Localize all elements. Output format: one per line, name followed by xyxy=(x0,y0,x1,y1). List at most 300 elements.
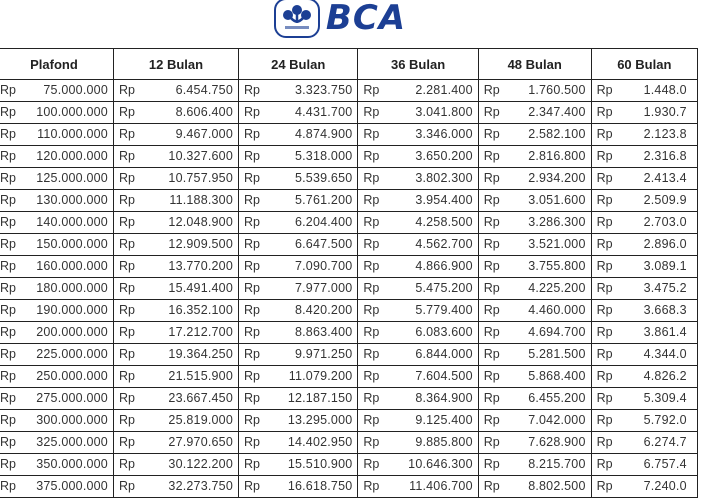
amount-value: 2.703.0 xyxy=(643,215,687,229)
currency-label: Rp xyxy=(243,435,260,449)
cell-12-bulan xyxy=(113,410,238,432)
amount-value: 8.364.900 xyxy=(415,391,473,405)
cell-60-bulan xyxy=(591,476,697,498)
currency-label: Rp xyxy=(118,259,135,273)
currency-label: Rp xyxy=(483,149,500,163)
currency-label: Rp xyxy=(243,193,260,207)
amount-value: 110.000.000 xyxy=(37,127,108,141)
amount-value: 5.792.0 xyxy=(643,413,687,427)
cell-plafond xyxy=(0,168,113,190)
cell-36-bulan xyxy=(358,388,478,410)
header-24-bulan: 24 Bulan xyxy=(238,49,357,80)
cell-60-bulan xyxy=(591,234,697,256)
cell-60-bulan xyxy=(591,102,697,124)
header-60-bulan: 60 Bulan xyxy=(591,49,697,80)
amount-value: 4.460.000 xyxy=(528,303,586,317)
cell-48-bulan xyxy=(478,432,591,454)
cell-36-bulan xyxy=(358,366,478,388)
currency-label: Rp xyxy=(363,479,380,493)
amount-value: 3.755.800 xyxy=(528,259,586,273)
amount-value: 7.628.900 xyxy=(528,435,586,449)
currency-label: Rp xyxy=(483,171,500,185)
cell-48-bulan xyxy=(478,388,591,410)
cell-24-bulan xyxy=(238,300,357,322)
amount-value: 1.930.7 xyxy=(643,105,687,119)
currency-label: Rp xyxy=(0,303,16,317)
currency-label: Rp xyxy=(0,149,16,163)
bca-logo xyxy=(274,0,406,38)
currency-label: Rp xyxy=(363,303,380,317)
table-row xyxy=(0,256,698,278)
amount-value: 325.000.000 xyxy=(36,435,108,449)
cell-24-bulan xyxy=(238,190,357,212)
currency-label: Rp xyxy=(483,281,500,295)
amount-value: 2.509.9 xyxy=(643,193,687,207)
amount-value: 5.281.500 xyxy=(528,347,586,361)
cell-12-bulan xyxy=(113,256,238,278)
cell-48-bulan xyxy=(478,256,591,278)
cell-24-bulan xyxy=(238,102,357,124)
header-48-bulan: 48 Bulan xyxy=(478,49,591,80)
amount-value: 25.819.000 xyxy=(168,413,233,427)
cell-60-bulan xyxy=(591,388,697,410)
cell-plafond xyxy=(0,432,113,454)
cell-plafond xyxy=(0,256,113,278)
cell-48-bulan xyxy=(478,102,591,124)
amount-value: 10.327.600 xyxy=(168,149,233,163)
table-row xyxy=(0,432,698,454)
currency-label: Rp xyxy=(243,237,260,251)
amount-value: 7.090.700 xyxy=(294,259,353,273)
cell-24-bulan xyxy=(238,388,357,410)
amount-value: 6.454.750 xyxy=(175,83,233,97)
currency-label: Rp xyxy=(243,83,260,97)
amount-value: 125.000.000 xyxy=(36,171,108,185)
cell-plafond xyxy=(0,410,113,432)
amount-value: 7.977.000 xyxy=(294,281,353,295)
amount-value: 12.909.500 xyxy=(168,237,233,251)
currency-label: Rp xyxy=(118,105,135,119)
header-row xyxy=(0,49,698,80)
amount-value: 2.123.8 xyxy=(643,127,687,141)
currency-label: Rp xyxy=(118,391,135,405)
cell-plafond xyxy=(0,322,113,344)
amount-value: 2.582.100 xyxy=(528,127,586,141)
cell-plafond xyxy=(0,278,113,300)
amount-value: 10.646.300 xyxy=(408,457,473,471)
cell-48-bulan xyxy=(478,454,591,476)
loan-installment-table xyxy=(0,48,698,498)
cell-12-bulan xyxy=(113,124,238,146)
currency-label: Rp xyxy=(243,457,260,471)
cell-24-bulan xyxy=(238,124,357,146)
currency-label: Rp xyxy=(118,413,135,427)
cell-60-bulan xyxy=(591,344,697,366)
amount-value: 300.000.000 xyxy=(36,413,108,427)
table-row xyxy=(0,168,698,190)
table-row xyxy=(0,344,698,366)
amount-value: 11.079.200 xyxy=(288,369,353,383)
cell-60-bulan xyxy=(591,80,697,102)
cell-48-bulan xyxy=(478,234,591,256)
cell-36-bulan xyxy=(358,454,478,476)
currency-label: Rp xyxy=(596,127,613,141)
amount-value: 3.861.4 xyxy=(643,325,687,339)
currency-label: Rp xyxy=(243,281,260,295)
cell-36-bulan xyxy=(358,168,478,190)
cell-12-bulan xyxy=(113,432,238,454)
amount-value: 180.000.000 xyxy=(36,281,108,295)
amount-value: 3.323.750 xyxy=(294,83,353,97)
amount-value: 6.083.600 xyxy=(415,325,473,339)
currency-label: Rp xyxy=(596,413,613,427)
cell-12-bulan xyxy=(113,168,238,190)
cell-36-bulan xyxy=(358,322,478,344)
cell-48-bulan xyxy=(478,322,591,344)
currency-label: Rp xyxy=(118,479,135,493)
amount-value: 6.455.200 xyxy=(528,391,586,405)
amount-value: 14.402.950 xyxy=(287,435,353,449)
amount-value: 5.868.400 xyxy=(528,369,586,383)
cell-plafond xyxy=(0,454,113,476)
currency-label: Rp xyxy=(0,281,16,295)
table-row xyxy=(0,146,698,168)
amount-value: 9.885.800 xyxy=(415,435,473,449)
amount-value: 2.816.800 xyxy=(528,149,586,163)
cell-36-bulan xyxy=(358,476,478,498)
table-row xyxy=(0,476,698,498)
currency-label: Rp xyxy=(596,259,613,273)
amount-value: 4.694.700 xyxy=(528,325,586,339)
cell-24-bulan xyxy=(238,234,357,256)
currency-label: Rp xyxy=(483,391,500,405)
currency-label: Rp xyxy=(363,83,380,97)
currency-label: Rp xyxy=(118,193,135,207)
currency-label: Rp xyxy=(363,171,380,185)
amount-value: 1.760.500 xyxy=(528,83,586,97)
currency-label: Rp xyxy=(483,237,500,251)
currency-label: Rp xyxy=(0,259,16,273)
currency-label: Rp xyxy=(0,237,16,251)
amount-value: 140.000.000 xyxy=(36,215,108,229)
amount-value: 150.000.000 xyxy=(36,237,108,251)
table-row xyxy=(0,366,698,388)
amount-value: 100.000.000 xyxy=(36,105,108,119)
cell-60-bulan xyxy=(591,212,697,234)
amount-value: 19.364.250 xyxy=(168,347,233,361)
amount-value: 5.475.200 xyxy=(415,281,473,295)
currency-label: Rp xyxy=(243,105,260,119)
cell-60-bulan xyxy=(591,168,697,190)
currency-label: Rp xyxy=(0,215,16,229)
currency-label: Rp xyxy=(0,413,16,427)
amount-value: 4.866.900 xyxy=(415,259,473,273)
amount-value: 4.225.200 xyxy=(528,281,586,295)
cell-48-bulan xyxy=(478,278,591,300)
cell-plafond xyxy=(0,146,113,168)
currency-label: Rp xyxy=(596,479,613,493)
amount-value: 4.874.900 xyxy=(294,127,353,141)
amount-value: 8.606.400 xyxy=(175,105,233,119)
cell-60-bulan xyxy=(591,410,697,432)
amount-value: 7.042.000 xyxy=(528,413,586,427)
cell-24-bulan xyxy=(238,366,357,388)
amount-value: 6.274.7 xyxy=(643,435,687,449)
currency-label: Rp xyxy=(0,83,16,97)
amount-value: 2.896.0 xyxy=(643,237,687,251)
currency-label: Rp xyxy=(363,149,380,163)
cell-36-bulan xyxy=(358,124,478,146)
amount-value: 23.667.450 xyxy=(168,391,233,405)
cell-24-bulan xyxy=(238,278,357,300)
amount-value: 3.668.3 xyxy=(643,303,687,317)
cell-36-bulan xyxy=(358,234,478,256)
amount-value: 3.521.000 xyxy=(528,237,586,251)
currency-label: Rp xyxy=(363,127,380,141)
currency-label: Rp xyxy=(118,215,135,229)
amount-value: 6.204.400 xyxy=(294,215,353,229)
currency-label: Rp xyxy=(596,105,613,119)
amount-value: 275.000.000 xyxy=(36,391,108,405)
cell-24-bulan xyxy=(238,410,357,432)
cell-60-bulan xyxy=(591,432,697,454)
currency-label: Rp xyxy=(0,325,16,339)
cell-12-bulan xyxy=(113,146,238,168)
cell-plafond xyxy=(0,124,113,146)
currency-label: Rp xyxy=(0,193,16,207)
currency-label: Rp xyxy=(243,391,260,405)
cell-36-bulan xyxy=(358,190,478,212)
currency-label: Rp xyxy=(483,457,500,471)
bca-wordmark: BCA xyxy=(325,0,407,38)
cell-36-bulan xyxy=(358,410,478,432)
cell-48-bulan xyxy=(478,124,591,146)
amount-value: 2.413.4 xyxy=(643,171,687,185)
currency-label: Rp xyxy=(363,435,380,449)
currency-label: Rp xyxy=(363,347,380,361)
amount-value: 30.122.200 xyxy=(168,457,233,471)
currency-label: Rp xyxy=(363,237,380,251)
cell-36-bulan xyxy=(358,432,478,454)
cell-36-bulan xyxy=(358,278,478,300)
cell-24-bulan xyxy=(238,256,357,278)
amount-value: 250.000.000 xyxy=(36,369,108,383)
currency-label: Rp xyxy=(0,369,16,383)
header-36-bulan: 36 Bulan xyxy=(358,49,478,80)
amount-value: 12.187.150 xyxy=(287,391,353,405)
amount-value: 17.212.700 xyxy=(168,325,233,339)
amount-value: 5.539.650 xyxy=(294,171,353,185)
cell-24-bulan xyxy=(238,146,357,168)
currency-label: Rp xyxy=(596,303,613,317)
currency-label: Rp xyxy=(363,457,380,471)
amount-value: 2.347.400 xyxy=(528,105,586,119)
amount-value: 8.802.500 xyxy=(528,479,586,493)
cell-36-bulan xyxy=(358,146,478,168)
currency-label: Rp xyxy=(0,479,16,493)
amount-value: 2.934.200 xyxy=(528,171,586,185)
amount-value: 3.954.400 xyxy=(415,193,473,207)
currency-label: Rp xyxy=(243,413,260,427)
cell-12-bulan xyxy=(113,454,238,476)
currency-label: Rp xyxy=(483,435,500,449)
currency-label: Rp xyxy=(483,413,500,427)
currency-label: Rp xyxy=(483,303,500,317)
amount-value: 4.826.2 xyxy=(643,369,687,383)
currency-label: Rp xyxy=(596,215,613,229)
amount-value: 15.491.400 xyxy=(168,281,233,295)
header-12-bulan: 12 Bulan xyxy=(113,49,238,80)
amount-value: 15.510.900 xyxy=(287,457,353,471)
amount-value: 16.352.100 xyxy=(168,303,233,317)
currency-label: Rp xyxy=(483,325,500,339)
amount-value: 9.125.400 xyxy=(415,413,473,427)
amount-value: 3.051.600 xyxy=(528,193,586,207)
cell-48-bulan xyxy=(478,344,591,366)
currency-label: Rp xyxy=(363,193,380,207)
currency-label: Rp xyxy=(596,237,613,251)
amount-value: 10.757.950 xyxy=(168,171,233,185)
table-row xyxy=(0,124,698,146)
amount-value: 5.309.4 xyxy=(643,391,687,405)
currency-label: Rp xyxy=(118,369,135,383)
amount-value: 160.000.000 xyxy=(36,259,108,273)
amount-value: 350.000.000 xyxy=(36,457,108,471)
amount-value: 2.281.400 xyxy=(415,83,473,97)
currency-label: Rp xyxy=(596,193,613,207)
cell-36-bulan xyxy=(358,212,478,234)
cell-60-bulan xyxy=(591,300,697,322)
amount-value: 5.318.000 xyxy=(294,149,353,163)
currency-label: Rp xyxy=(0,171,16,185)
amount-value: 21.515.900 xyxy=(168,369,233,383)
currency-label: Rp xyxy=(0,391,16,405)
table-row xyxy=(0,190,698,212)
cell-48-bulan xyxy=(478,190,591,212)
currency-label: Rp xyxy=(483,105,500,119)
amount-value: 4.431.700 xyxy=(294,105,353,119)
amount-value: 3.346.000 xyxy=(415,127,473,141)
amount-value: 16.618.750 xyxy=(287,479,353,493)
bca-tree-icon xyxy=(279,3,315,33)
currency-label: Rp xyxy=(363,325,380,339)
cell-48-bulan xyxy=(478,366,591,388)
logo-bar xyxy=(0,0,704,44)
currency-label: Rp xyxy=(483,259,500,273)
currency-label: Rp xyxy=(118,237,135,251)
currency-label: Rp xyxy=(363,215,380,229)
cell-12-bulan xyxy=(113,322,238,344)
amount-value: 7.604.500 xyxy=(415,369,473,383)
currency-label: Rp xyxy=(483,127,500,141)
amount-value: 2.316.8 xyxy=(643,149,687,163)
cell-plafond xyxy=(0,344,113,366)
cell-plafond xyxy=(0,80,113,102)
currency-label: Rp xyxy=(118,435,135,449)
amount-value: 4.562.700 xyxy=(415,237,473,251)
currency-label: Rp xyxy=(596,391,613,405)
table-row xyxy=(0,410,698,432)
currency-label: Rp xyxy=(363,281,380,295)
cell-plafond xyxy=(0,388,113,410)
amount-value: 5.761.200 xyxy=(294,193,353,207)
cell-12-bulan xyxy=(113,212,238,234)
amount-value: 3.650.200 xyxy=(415,149,473,163)
cell-36-bulan xyxy=(358,300,478,322)
currency-label: Rp xyxy=(243,215,260,229)
currency-label: Rp xyxy=(596,369,613,383)
cell-48-bulan xyxy=(478,80,591,102)
amount-value: 4.344.0 xyxy=(643,347,687,361)
cell-24-bulan xyxy=(238,476,357,498)
amount-value: 12.048.900 xyxy=(168,215,233,229)
currency-label: Rp xyxy=(596,435,613,449)
cell-48-bulan xyxy=(478,410,591,432)
cell-60-bulan xyxy=(591,322,697,344)
currency-label: Rp xyxy=(0,457,16,471)
amount-value: 11.406.700 xyxy=(409,479,473,493)
cell-24-bulan xyxy=(238,80,357,102)
currency-label: Rp xyxy=(596,171,613,185)
amount-value: 1.448.0 xyxy=(643,83,687,97)
currency-label: Rp xyxy=(118,171,135,185)
cell-plafond xyxy=(0,102,113,124)
amount-value: 130.000.000 xyxy=(36,193,108,207)
cell-36-bulan xyxy=(358,344,478,366)
amount-value: 75.000.000 xyxy=(43,83,108,97)
cell-12-bulan xyxy=(113,476,238,498)
currency-label: Rp xyxy=(243,303,260,317)
currency-label: Rp xyxy=(483,193,500,207)
cell-48-bulan xyxy=(478,300,591,322)
amount-value: 8.215.700 xyxy=(528,457,586,471)
currency-label: Rp xyxy=(243,127,260,141)
currency-label: Rp xyxy=(596,347,613,361)
table-row xyxy=(0,322,698,344)
currency-label: Rp xyxy=(596,281,613,295)
cell-12-bulan xyxy=(113,234,238,256)
table-row xyxy=(0,278,698,300)
cell-48-bulan xyxy=(478,168,591,190)
cell-36-bulan xyxy=(358,102,478,124)
amount-value: 9.971.250 xyxy=(294,347,353,361)
cell-12-bulan xyxy=(113,388,238,410)
amount-value: 8.420.200 xyxy=(294,303,353,317)
cell-24-bulan xyxy=(238,344,357,366)
currency-label: Rp xyxy=(118,149,135,163)
table-body xyxy=(0,80,698,498)
currency-label: Rp xyxy=(0,347,16,361)
amount-value: 3.286.300 xyxy=(528,215,586,229)
amount-value: 32.273.750 xyxy=(168,479,233,493)
cell-plafond xyxy=(0,212,113,234)
amount-value: 5.779.400 xyxy=(415,303,473,317)
cell-24-bulan xyxy=(238,212,357,234)
amount-value: 8.863.400 xyxy=(294,325,353,339)
table-row xyxy=(0,212,698,234)
amount-value: 27.970.650 xyxy=(168,435,233,449)
cell-12-bulan xyxy=(113,102,238,124)
bca-emblem-icon xyxy=(274,0,320,38)
table-row xyxy=(0,454,698,476)
currency-label: Rp xyxy=(118,127,135,141)
cell-24-bulan xyxy=(238,454,357,476)
cell-12-bulan xyxy=(113,300,238,322)
currency-label: Rp xyxy=(243,369,260,383)
currency-label: Rp xyxy=(363,369,380,383)
cell-plafond xyxy=(0,190,113,212)
currency-label: Rp xyxy=(118,281,135,295)
